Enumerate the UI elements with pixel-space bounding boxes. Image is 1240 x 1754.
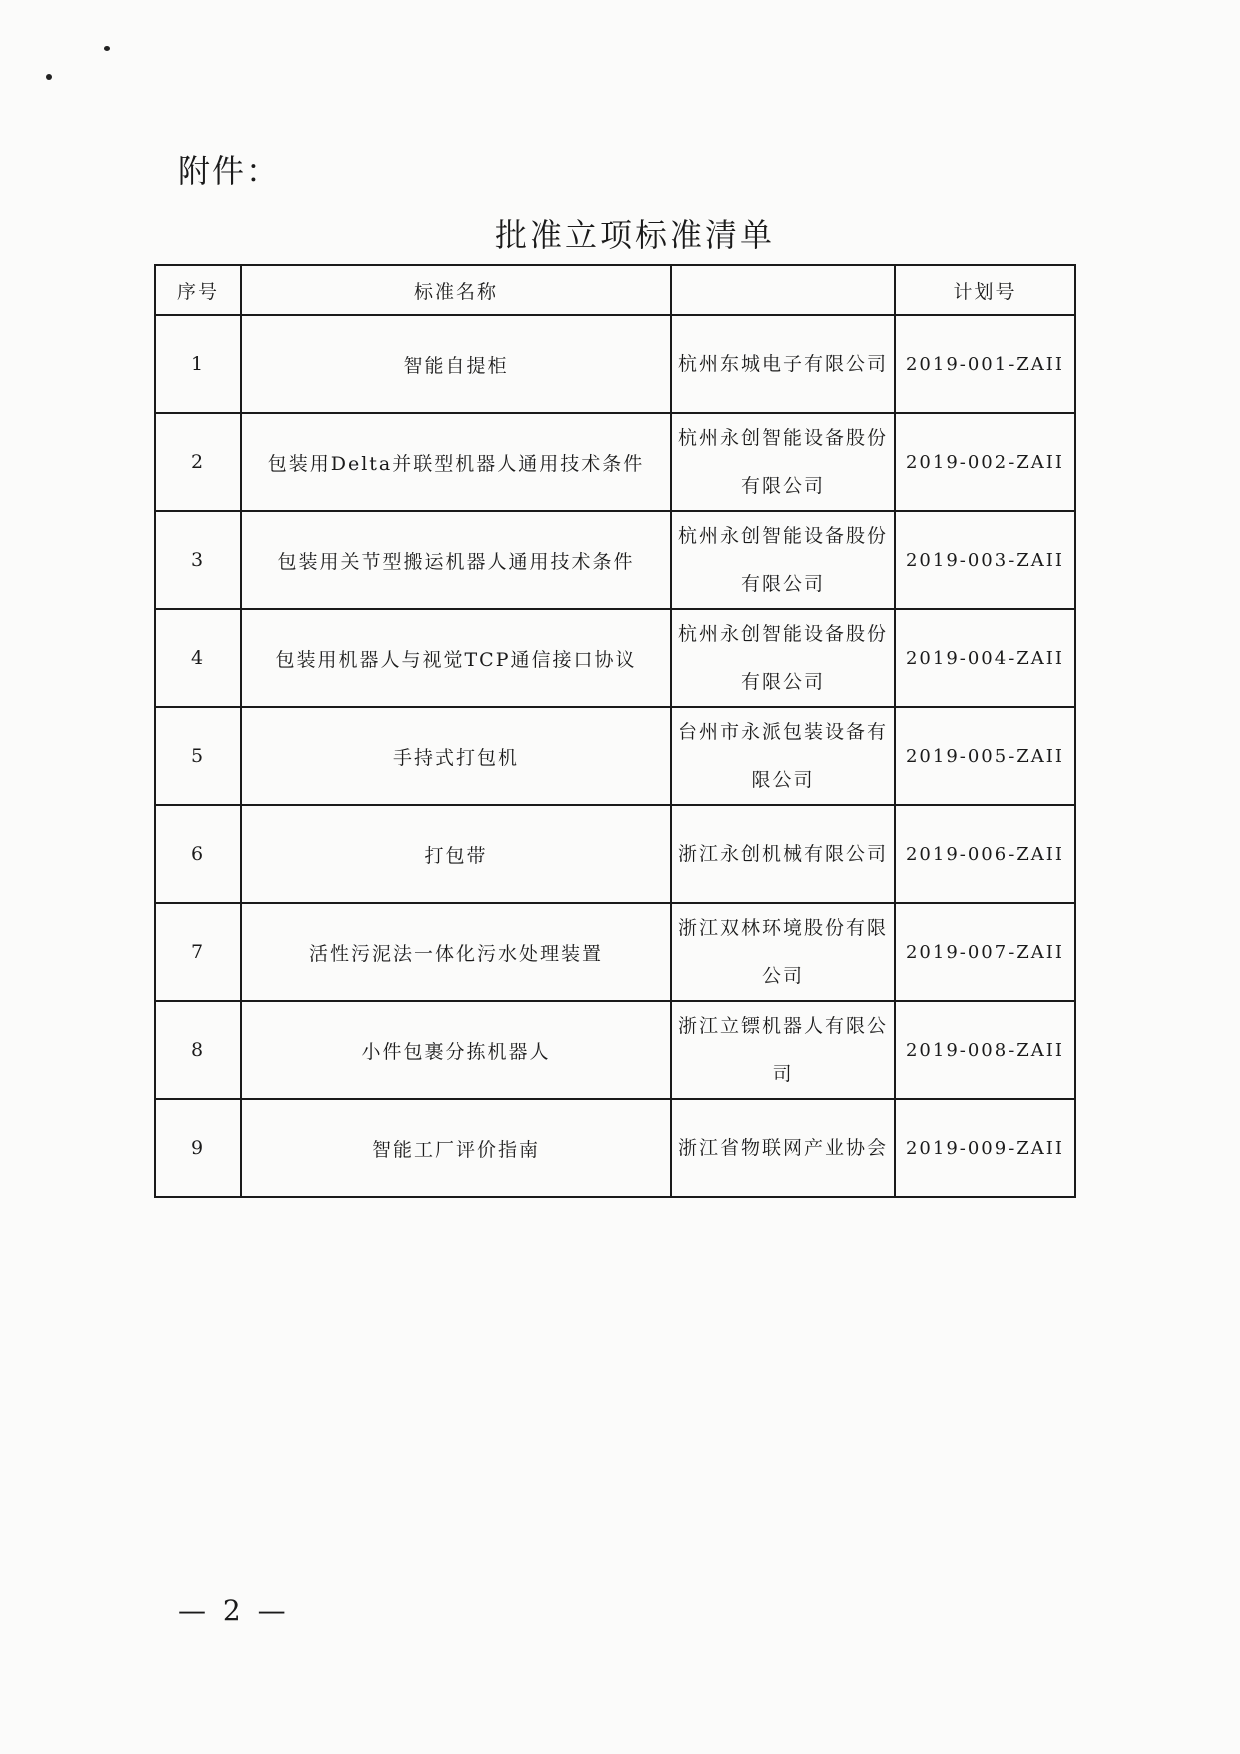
row-unit: 杭州永创智能设备股份有限公司 xyxy=(671,413,895,511)
row-plan-number: 2019-004-ZAII xyxy=(895,609,1075,707)
row-plan-number: 2019-001-ZAII xyxy=(895,315,1075,413)
table-row xyxy=(155,609,1075,707)
column-header-unit xyxy=(671,265,895,315)
row-unit: 浙江省物联网产业协会 xyxy=(671,1099,895,1197)
table-row xyxy=(155,1001,1075,1099)
table-row xyxy=(155,413,1075,511)
row-no: 9 xyxy=(155,1099,241,1197)
row-standard-name: 包装用关节型搬运机器人通用技术条件 xyxy=(241,511,671,609)
table-row xyxy=(155,903,1075,1001)
column-header-name: 标准名称 xyxy=(241,265,671,315)
row-standard-name: 智能自提柜 xyxy=(241,315,671,413)
table-row xyxy=(155,511,1075,609)
row-plan-number: 2019-009-ZAII xyxy=(895,1099,1075,1197)
row-no: 2 xyxy=(155,413,241,511)
row-no: 4 xyxy=(155,609,241,707)
row-standard-name: 打包带 xyxy=(241,805,671,903)
row-unit: 浙江永创机械有限公司 xyxy=(671,805,895,903)
row-plan-number: 2019-003-ZAII xyxy=(895,511,1075,609)
table-header-row xyxy=(155,265,1075,315)
row-plan-number: 2019-008-ZAII xyxy=(895,1001,1075,1099)
row-standard-name: 包装用机器人与视觉TCP通信接口协议 xyxy=(241,609,671,707)
row-no: 3 xyxy=(155,511,241,609)
row-no: 7 xyxy=(155,903,241,1001)
table-row xyxy=(155,315,1075,413)
row-standard-name: 智能工厂评价指南 xyxy=(241,1099,671,1197)
row-standard-name: 手持式打包机 xyxy=(241,707,671,805)
row-unit: 杭州东城电子有限公司 xyxy=(671,315,895,413)
table-row xyxy=(155,1099,1075,1197)
row-no: 6 xyxy=(155,805,241,903)
column-header-no: 序号 xyxy=(155,265,241,315)
row-standard-name: 小件包裹分拣机器人 xyxy=(241,1001,671,1099)
row-plan-number: 2019-005-ZAII xyxy=(895,707,1075,805)
row-plan-number: 2019-006-ZAII xyxy=(895,805,1075,903)
page-number: — 2 — xyxy=(178,1594,290,1627)
column-header-plan: 计划号 xyxy=(895,265,1075,315)
row-no: 1 xyxy=(155,315,241,413)
row-standard-name: 活性污泥法一体化污水处理装置 xyxy=(241,903,671,1001)
scan-speck xyxy=(46,74,52,80)
row-standard-name: 包装用Delta并联型机器人通用技术条件 xyxy=(241,413,671,511)
row-unit: 浙江双林环境股份有限公司 xyxy=(671,903,895,1001)
table-row xyxy=(155,707,1075,805)
row-unit: 杭州永创智能设备股份有限公司 xyxy=(671,511,895,609)
row-unit: 杭州永创智能设备股份有限公司 xyxy=(671,609,895,707)
scan-speck xyxy=(104,46,110,51)
approved-standards-table xyxy=(154,264,1076,1198)
row-unit: 浙江立镖机器人有限公司 xyxy=(671,1001,895,1099)
row-unit: 台州市永派包装设备有限公司 xyxy=(671,707,895,805)
table-row xyxy=(155,805,1075,903)
attachment-label: 附件： xyxy=(178,152,281,190)
row-no: 5 xyxy=(155,707,241,805)
row-plan-number: 2019-007-ZAII xyxy=(895,903,1075,1001)
document-title: 批准立项标准清单 xyxy=(494,216,775,254)
row-no: 8 xyxy=(155,1001,241,1099)
row-plan-number: 2019-002-ZAII xyxy=(895,413,1075,511)
